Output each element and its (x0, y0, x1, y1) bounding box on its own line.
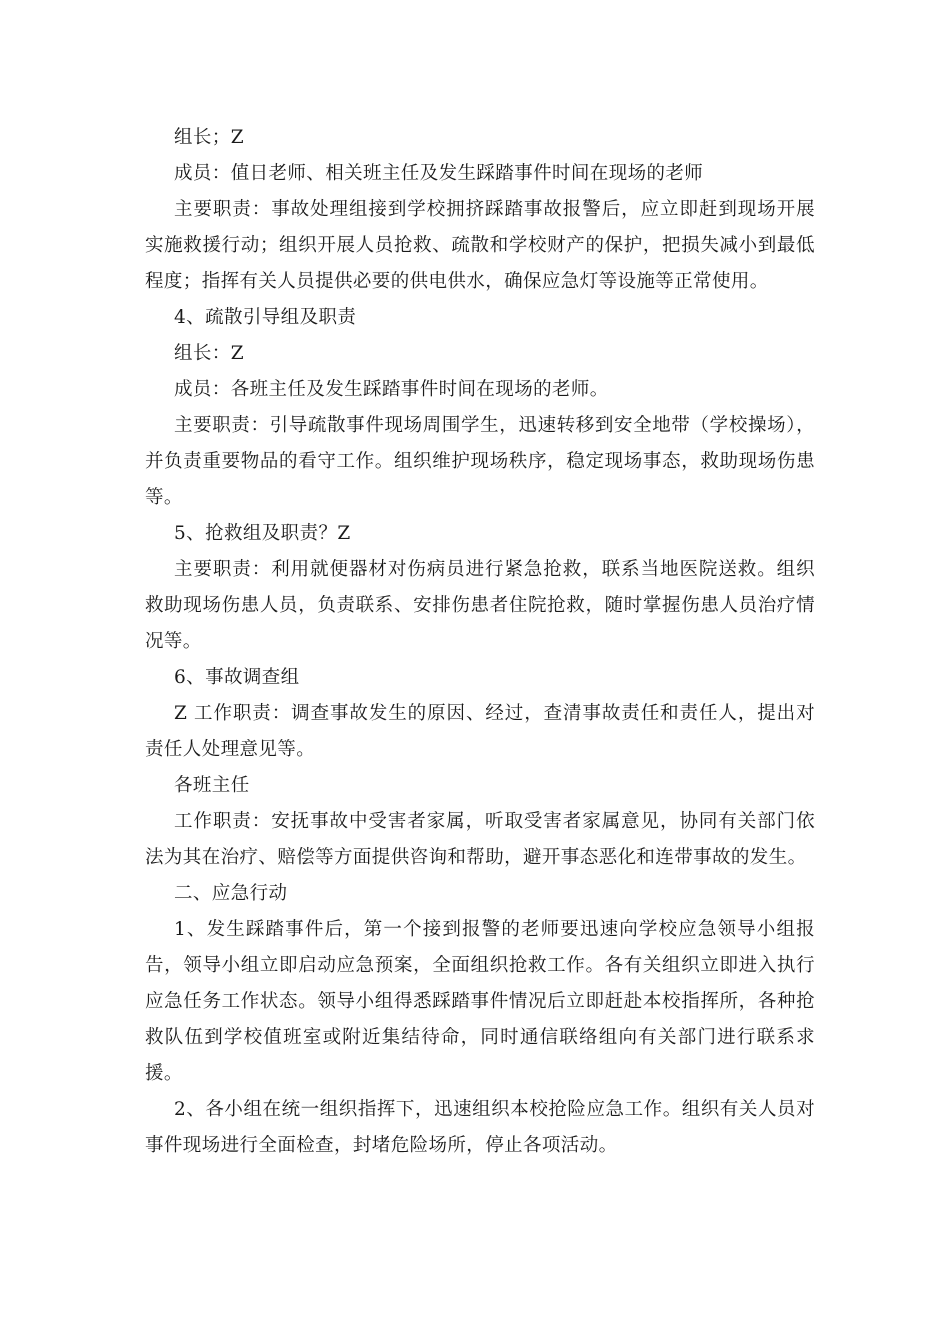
paragraph-leader: 组长：Z (174, 343, 244, 364)
section-heading-emergency-action: 二、应急行动 (174, 883, 288, 904)
section-heading-rescue: 5、抢救组及职责？Z (174, 523, 351, 544)
paragraph-duties: 主要职责：事故处理组接到学校拥挤踩踏事故报警后，应立即赶到现场开展实施救援行动；组织开展人员抢救、疏散和学校财产的保护，把损失减小到最低程度；指挥有关人员提供必要的供电供水，确保应急灯等设施等正常使用。 (145, 199, 815, 292)
section-heading-evacuation: 4、疏散引导组及职责 (174, 307, 357, 328)
section-heading-investigation: 6、事故调查组 (174, 667, 300, 688)
paragraph-members: 成员：值日老师、相关班主任及发生踩踏事件时间在现场的老师 (174, 163, 704, 184)
paragraph-duties: Z 工作职责：调查事故发生的原因、经过，查清事故责任和责任人，提出对责任人处理意见等。 (145, 703, 815, 760)
paragraph-duties: 工作职责：安抚事故中受害者家属，听取受害者家属意见，协同有关部门依法为其在治疗、赔偿等方面提供咨询和帮助，避开事态恶化和连带事故的发生。 (145, 811, 815, 868)
paragraph-leader: 组长；Z (174, 127, 244, 148)
paragraph-members: 成员：各班主任及发生踩踏事件时间在现场的老师。 (174, 379, 609, 400)
paragraph-action-1: 1、发生踩踏事件后，第一个接到报警的老师要迅速向学校应急领导小组报告，领导小组立即启动应急预案，全面组织抢救工作。各有关组织立即进入执行应急任务工作状态。领导小组得悉踩踏事件情况后立即赶赴本校指挥所，各种抢救队伍到学校值班室或附近集结待命，同时通信联络组向有关部门进行联系求援。 (145, 919, 815, 1084)
paragraph-duties: 主要职责：引导疏散事件现场周围学生，迅速转移到安全地带（学校操场），并负责重要物品的看守工作。组织维护现场秩序，稳定现场事态，救助现场伤患等。 (145, 415, 815, 508)
document-body (145, 120, 815, 1164)
paragraph-duties: 主要职责：利用就便器材对伤病员进行紧急抢救，联系当地医院送救。组织救助现场伤患人员，负责联系、安排伤患者住院抢救，随时掌握伤患人员治疗情况等。 (145, 559, 815, 652)
paragraph-action-2: 2、各小组在统一组织指挥下，迅速组织本校抢险应急工作。组织有关人员对事件现场进行全面检查，封堵危险场所，停止各项活动。 (145, 1099, 815, 1156)
section-heading-class-teachers: 各班主任 (174, 775, 250, 796)
